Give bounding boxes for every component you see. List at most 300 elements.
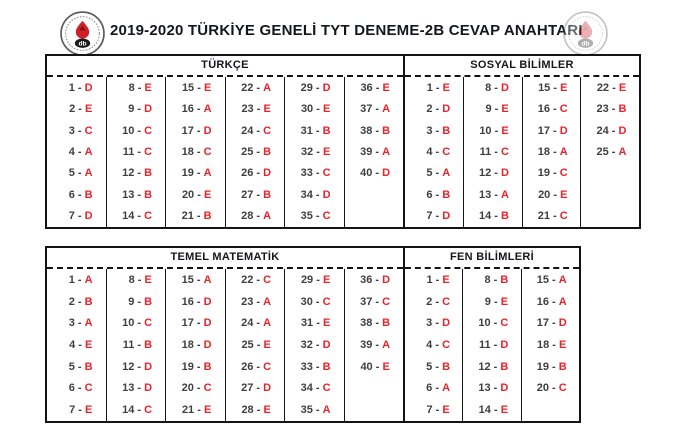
answer-letter: A: [84, 273, 93, 286]
separator-dash: -: [74, 317, 85, 330]
answer-letter: D: [500, 339, 509, 352]
question-number: 28: [241, 210, 254, 223]
question-number: 8: [485, 81, 492, 94]
answer-letter: E: [501, 103, 509, 116]
separator-dash: -: [74, 188, 85, 201]
answer-cell: [523, 184, 581, 205]
answer-letter: D: [501, 81, 509, 94]
answer-column: [463, 77, 522, 227]
answer-letter: D: [263, 167, 272, 180]
answer-cell: [405, 206, 463, 227]
answer-letter: A: [263, 295, 272, 308]
question-number: 5: [68, 360, 75, 373]
question-number: 14: [479, 210, 492, 223]
answer-letter: E: [203, 81, 212, 94]
answer-column: [284, 269, 344, 421]
question-number: 8: [128, 273, 135, 286]
separator-dash: -: [550, 145, 560, 158]
separator-dash: -: [253, 124, 264, 137]
answer-cell: [226, 399, 285, 421]
answer-column: [522, 77, 581, 227]
question-number: 19: [181, 360, 194, 373]
answer-cell: [405, 399, 462, 421]
separator-dash: -: [432, 81, 443, 94]
question-number: 25: [241, 145, 254, 158]
separator-dash: -: [253, 210, 264, 223]
answer-column: [344, 77, 404, 227]
answer-cell: [405, 77, 463, 98]
answer-cell: [226, 163, 285, 184]
separator-dash: -: [74, 124, 85, 137]
section-header-turkce: TÜRKÇE: [47, 56, 403, 77]
separator-dash: -: [193, 339, 204, 352]
question-number: 10: [122, 124, 135, 137]
question-number: 18: [537, 145, 550, 158]
answer-cell: [285, 378, 344, 400]
answer-cell: [464, 98, 522, 119]
answer-letter: C: [84, 382, 93, 395]
separator-dash: -: [491, 124, 502, 137]
question-number: 27: [241, 188, 254, 201]
answer-cell: [405, 163, 463, 184]
separator-dash: -: [313, 317, 323, 330]
answer-letter: C: [382, 295, 391, 308]
answer-cell: [166, 184, 225, 205]
answer-letter: D: [144, 360, 153, 373]
separator-dash: -: [134, 167, 145, 180]
answer-cell: [226, 77, 285, 98]
answer-cell: [107, 334, 166, 356]
question-number: 9: [128, 103, 135, 116]
separator-dash: -: [372, 295, 383, 308]
separator-dash: -: [432, 360, 443, 373]
separator-dash: -: [312, 81, 323, 94]
answer-letter: C: [559, 210, 568, 223]
svg-text:db: db: [581, 40, 590, 48]
question-number: 1: [426, 81, 433, 94]
question-number: 21: [181, 404, 195, 417]
separator-dash: -: [74, 360, 85, 373]
question-number: 38: [360, 124, 373, 137]
answer-letter: B: [144, 188, 153, 201]
answer-cell: [581, 163, 639, 184]
question-number: 12: [478, 360, 491, 373]
question-number: 10: [122, 317, 135, 330]
answer-letter: C: [263, 273, 272, 286]
separator-dash: -: [75, 404, 85, 417]
answer-cell: [345, 120, 404, 141]
separator-dash: -: [548, 295, 559, 308]
separator-dash: -: [253, 167, 264, 180]
answer-letter: D: [382, 167, 391, 180]
separator-dash: -: [432, 295, 443, 308]
question-number: 12: [122, 360, 135, 373]
question-number: 29: [300, 81, 313, 94]
section-header-temel-matematik: TEMEL MATEMATİK: [47, 248, 403, 269]
separator-dash: -: [253, 360, 264, 373]
question-number: 5: [68, 167, 75, 180]
question-number: 15: [181, 273, 194, 286]
answer-letter: C: [322, 382, 331, 395]
separator-dash: -: [432, 124, 443, 137]
answer-letter: E: [618, 81, 627, 94]
separator-dash: -: [548, 360, 559, 373]
answer-cell: [47, 120, 106, 141]
separator-dash: -: [74, 167, 85, 180]
answer-letter: A: [263, 317, 272, 330]
question-number: 3: [426, 124, 433, 137]
question-number: 19: [536, 360, 549, 373]
question-number: 13: [122, 188, 135, 201]
answer-letter: A: [382, 339, 391, 352]
separator-dash: -: [313, 273, 323, 286]
question-number: 5: [426, 360, 433, 373]
question-number: 8: [484, 273, 491, 286]
answer-cell: [285, 356, 344, 378]
answer-cell: [522, 356, 579, 378]
separator-dash: -: [312, 404, 323, 417]
separator-dash: -: [312, 188, 323, 201]
answer-letter: B: [442, 124, 451, 137]
answer-letter: C: [144, 124, 153, 137]
answer-cell: [47, 163, 106, 184]
answer-cell: [285, 206, 344, 227]
answer-cell: [523, 120, 581, 141]
answer-letter: D: [322, 81, 331, 94]
separator-dash: -: [134, 145, 145, 158]
answer-cell: [47, 206, 106, 227]
separator-dash: -: [490, 339, 501, 352]
question-number: 12: [122, 167, 135, 180]
question-number: 27: [241, 382, 254, 395]
answer-column: [580, 77, 639, 227]
separator-dash: -: [75, 103, 85, 116]
answer-letter: B: [500, 360, 509, 373]
answer-cell: [226, 120, 285, 141]
answer-column: [47, 77, 106, 227]
separator-dash: -: [253, 103, 264, 116]
answer-letter: B: [84, 188, 93, 201]
answer-letter: E: [263, 339, 271, 352]
answer-cell: [463, 269, 520, 291]
bottom-tables-band: [45, 246, 581, 423]
answer-cell: [107, 269, 166, 291]
separator-dash: -: [312, 382, 323, 395]
question-number: 37: [360, 295, 373, 308]
answer-cell: [166, 312, 225, 334]
answer-cell: [464, 163, 522, 184]
answer-cell: [47, 399, 106, 421]
answer-letter: E: [84, 404, 93, 417]
answer-letter: C: [501, 145, 509, 158]
separator-dash: -: [432, 273, 443, 286]
separator-dash: -: [253, 382, 264, 395]
separator-dash: -: [312, 295, 323, 308]
answer-letter: C: [322, 167, 331, 180]
separator-dash: -: [372, 317, 383, 330]
answer-cell: [226, 269, 285, 291]
separator-dash: -: [550, 81, 561, 94]
answer-cell: [345, 141, 404, 162]
answer-cell: [107, 98, 166, 119]
separator-dash: -: [372, 81, 383, 94]
separator-dash: -: [312, 124, 323, 137]
separator-dash: -: [253, 295, 264, 308]
answer-cell: [166, 163, 225, 184]
answer-letter: C: [559, 103, 568, 116]
answer-cell: [47, 312, 106, 334]
question-number: 17: [181, 124, 194, 137]
answer-letter: A: [558, 273, 567, 286]
question-number: 35: [300, 210, 313, 223]
answer-cell: [285, 269, 344, 291]
separator-dash: -: [193, 317, 204, 330]
answer-cell: [581, 98, 639, 119]
separator-dash: -: [253, 145, 264, 158]
answer-letter: D: [203, 295, 212, 308]
question-number: 9: [484, 295, 491, 308]
separator-dash: -: [372, 145, 383, 158]
question-number: 20: [181, 188, 195, 201]
separator-dash: -: [432, 103, 443, 116]
question-number: 17: [537, 124, 550, 137]
separator-dash: -: [253, 339, 264, 352]
question-number: 13: [122, 382, 135, 395]
separator-dash: -: [432, 317, 443, 330]
answer-letter: C: [558, 382, 567, 395]
section-header-sosyal-bilimler: SOSYAL BİLİMLER: [405, 56, 639, 77]
answer-letter: C: [263, 360, 272, 373]
answer-column: [47, 269, 106, 421]
question-number: 13: [479, 188, 492, 201]
question-number: 21: [181, 210, 194, 223]
separator-dash: -: [74, 210, 85, 223]
question-number: 35: [300, 404, 313, 417]
svg-text:db: db: [78, 40, 87, 48]
separator-dash: -: [491, 103, 502, 116]
answer-cell: [463, 334, 520, 356]
separator-dash: -: [491, 167, 502, 180]
answer-letter: C: [84, 124, 93, 137]
answer-cell: [166, 291, 225, 313]
question-number: 16: [536, 295, 549, 308]
question-number: 23: [241, 103, 254, 116]
separator-dash: -: [194, 81, 204, 94]
answer-cell: [522, 269, 579, 291]
separator-dash: -: [432, 339, 443, 352]
separator-dash: -: [194, 404, 204, 417]
page-title: 2019-2020 TÜRKİYE GENELİ TYT DENEME-2B CEVAP ANAHTARI: [110, 22, 583, 39]
question-number: 24: [241, 317, 254, 330]
question-number: 11: [479, 145, 492, 158]
separator-dash: -: [432, 167, 443, 180]
answer-cell: [166, 334, 225, 356]
answer-cell: [522, 334, 579, 356]
separator-dash: -: [193, 295, 204, 308]
separator-dash: -: [74, 81, 85, 94]
answer-letter: D: [618, 124, 627, 137]
answer-cell: [581, 184, 639, 205]
separator-dash: -: [550, 188, 561, 201]
answer-letter: D: [322, 339, 331, 352]
answer-letter: B: [442, 188, 451, 201]
answer-letter: E: [144, 81, 152, 94]
question-number: 39: [360, 339, 373, 352]
answer-letter: C: [144, 317, 153, 330]
answer-letter: E: [322, 273, 331, 286]
question-number: 18: [181, 339, 194, 352]
answer-letter: E: [263, 404, 271, 417]
question-number: 23: [596, 103, 609, 116]
answer-cell: [166, 356, 225, 378]
separator-dash: -: [491, 188, 502, 201]
answer-letter: A: [382, 145, 391, 158]
answer-cell: [405, 120, 463, 141]
answer-cell: [285, 312, 344, 334]
answer-letter: E: [559, 339, 567, 352]
question-number: 20: [538, 188, 551, 201]
question-number: 22: [596, 81, 610, 94]
separator-dash: -: [549, 339, 560, 352]
answer-letter: D: [559, 124, 568, 137]
answer-cell: [405, 141, 463, 162]
answer-cell: [47, 356, 106, 378]
answer-column: [462, 269, 520, 421]
question-number: 3: [68, 317, 75, 330]
separator-dash: -: [134, 404, 145, 417]
question-number: 8: [128, 81, 135, 94]
answer-cell: [345, 163, 404, 184]
answer-grid: [405, 77, 639, 227]
answer-letter: D: [84, 81, 93, 94]
question-number: 20: [181, 382, 194, 395]
answer-letter: D: [84, 210, 93, 223]
answer-letter: B: [322, 360, 331, 373]
answer-cell: [226, 98, 285, 119]
answer-letter: D: [144, 103, 153, 116]
separator-dash: -: [490, 360, 501, 373]
answer-letter: C: [144, 145, 153, 158]
question-number: 17: [181, 317, 194, 330]
question-number: 30: [300, 103, 314, 116]
answer-cell: [405, 356, 462, 378]
answer-column: [225, 269, 285, 421]
answer-letter: D: [382, 273, 391, 286]
answer-letter: B: [442, 360, 451, 373]
answer-column: [165, 269, 225, 421]
question-number: 2: [426, 103, 433, 116]
answer-letter: D: [442, 210, 451, 223]
separator-dash: -: [432, 382, 443, 395]
question-number: 28: [241, 404, 254, 417]
answer-column: [405, 269, 462, 421]
separator-dash: -: [253, 81, 264, 94]
answer-letter: D: [558, 317, 567, 330]
separator-dash: -: [432, 188, 443, 201]
question-number: 19: [537, 167, 550, 180]
answer-cell: [107, 184, 166, 205]
answer-cell: [581, 77, 639, 98]
section-header-fen-bilimleri: FEN BİLİMLERİ: [405, 248, 579, 269]
question-number: 31: [300, 317, 314, 330]
answer-column: [225, 77, 285, 227]
answer-cell: [226, 312, 285, 334]
answer-cell: [166, 120, 225, 141]
separator-dash: -: [548, 317, 559, 330]
answer-letter: B: [382, 317, 391, 330]
question-number: 9: [485, 103, 492, 116]
answer-cell: [523, 206, 581, 227]
answer-letter: A: [263, 81, 272, 94]
answer-cell: [464, 120, 522, 141]
answer-cell: [345, 356, 404, 378]
separator-dash: -: [372, 360, 383, 373]
question-number: 19: [181, 167, 194, 180]
answer-cell: [107, 120, 166, 141]
question-number: 2: [426, 295, 433, 308]
separator-dash: -: [193, 124, 204, 137]
answer-cell: [47, 334, 106, 356]
question-number: 15: [538, 81, 551, 94]
question-number: 16: [181, 103, 194, 116]
answer-letter: A: [203, 103, 212, 116]
question-number: 16: [537, 103, 550, 116]
question-number: 4: [426, 339, 433, 352]
separator-dash: -: [74, 145, 85, 158]
school-seal-logo-right: [563, 11, 608, 56]
answer-column: [106, 77, 166, 227]
question-number: 6: [426, 382, 433, 395]
answer-letter: D: [501, 167, 509, 180]
question-number: 13: [478, 382, 491, 395]
answer-cell: [107, 77, 166, 98]
question-number: 25: [596, 145, 609, 158]
answer-cell: [226, 334, 285, 356]
separator-dash: -: [608, 145, 619, 158]
question-number: 39: [360, 145, 373, 158]
question-number: 6: [426, 188, 433, 201]
separator-dash: -: [134, 360, 145, 373]
answer-letter: C: [442, 295, 451, 308]
answer-cell: [107, 141, 166, 162]
answer-cell: [345, 378, 404, 400]
separator-dash: -: [491, 81, 502, 94]
separator-dash: -: [134, 273, 145, 286]
answer-cell: [522, 399, 579, 421]
question-number: 15: [536, 273, 549, 286]
answer-cell: [523, 163, 581, 184]
separator-dash: -: [74, 295, 85, 308]
answer-grid: [405, 269, 579, 421]
answer-column: [405, 77, 463, 227]
answer-letter: E: [84, 103, 93, 116]
answer-cell: [107, 378, 166, 400]
answer-cell: [405, 334, 462, 356]
answer-letter: A: [442, 167, 451, 180]
answer-cell: [285, 334, 344, 356]
question-number: 14: [478, 404, 491, 417]
separator-dash: -: [550, 167, 560, 180]
answer-letter: E: [382, 81, 390, 94]
question-number: 3: [68, 124, 75, 137]
answer-letter: A: [203, 273, 212, 286]
answer-cell: [345, 77, 404, 98]
answer-letter: B: [84, 295, 93, 308]
separator-dash: -: [74, 273, 85, 286]
answer-cell: [581, 120, 639, 141]
answer-letter: A: [322, 404, 331, 417]
answer-letter: B: [144, 339, 153, 352]
